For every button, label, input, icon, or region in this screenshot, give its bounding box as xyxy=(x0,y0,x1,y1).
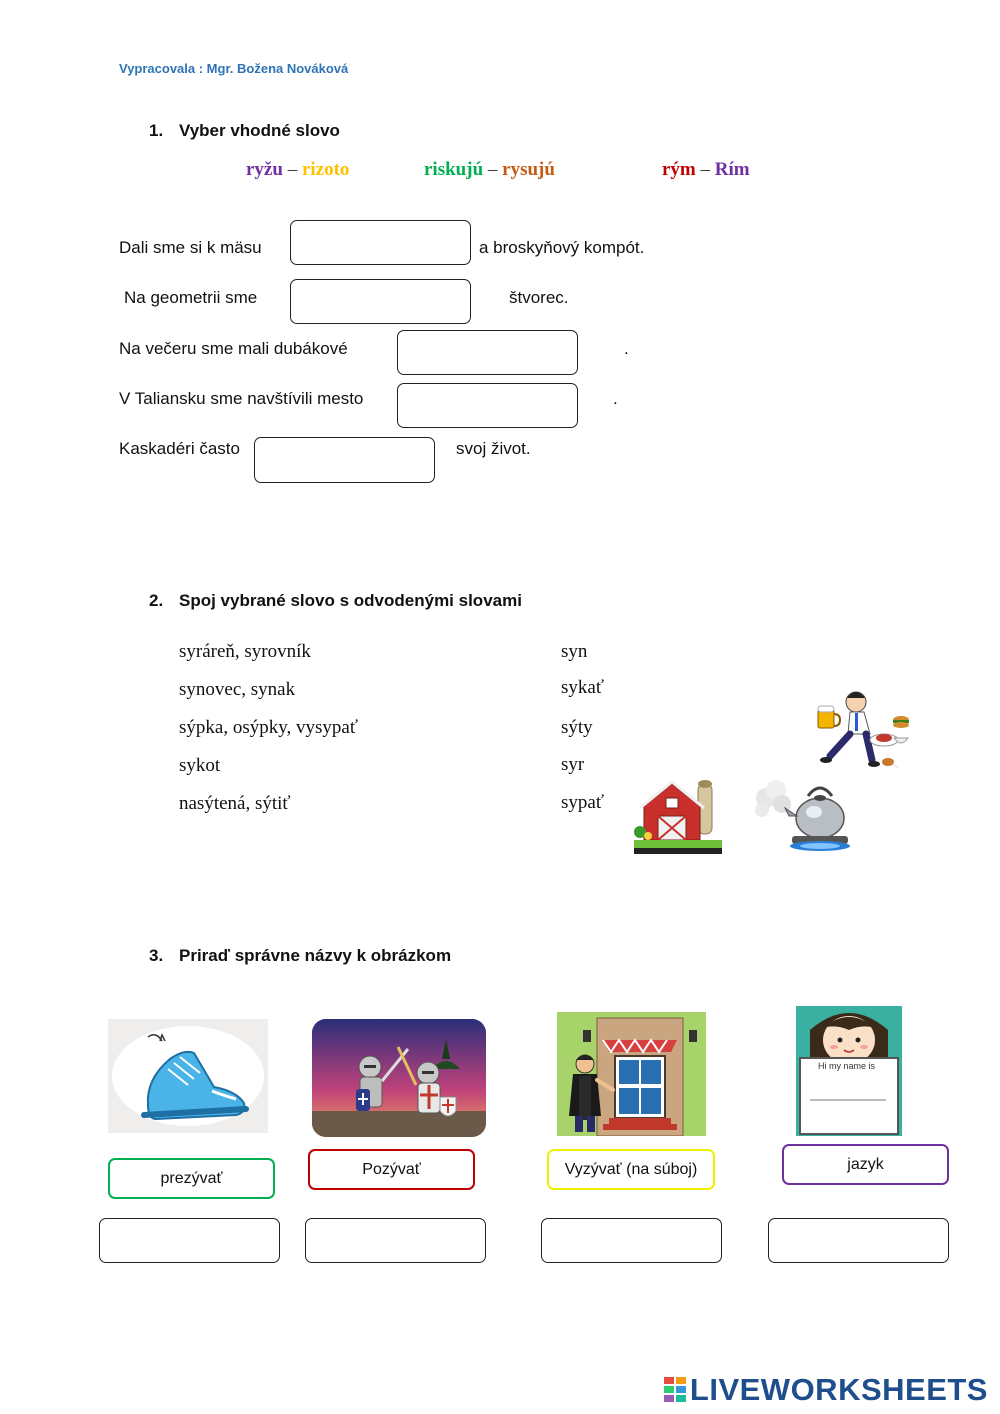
label-pozyvat[interactable]: Pozývať xyxy=(308,1149,475,1190)
kettle-illustration xyxy=(752,778,858,854)
word-choice-3: rým – Rím xyxy=(662,159,750,180)
author-line: Vypracovala : Mgr. Božena Nováková xyxy=(119,61,349,76)
sentence-4-after: . xyxy=(613,389,618,408)
word-choice-1: ryžu – rizoto xyxy=(246,159,350,180)
task1-heading xyxy=(149,121,340,141)
word-choice-2: riskujú – rysujú xyxy=(424,159,555,180)
task3-title: Priraď správne názvy k obrázkom xyxy=(179,946,452,965)
choice-1a: ryžu xyxy=(246,159,283,180)
task1-number: 1. xyxy=(149,121,164,140)
shoe-picture xyxy=(108,1019,268,1133)
picture-answer-box-1[interactable] xyxy=(99,1218,280,1263)
full-man-illustration xyxy=(806,680,916,770)
sentence-2-before: Na geometrii sme xyxy=(124,288,258,307)
picture-answer-box-2[interactable] xyxy=(305,1218,486,1263)
barn-illustration xyxy=(634,776,722,854)
picture-answer-box-4[interactable] xyxy=(768,1218,949,1263)
name-tag-picture xyxy=(796,1006,902,1136)
left-word-3[interactable]: sýpka, osýpky, vysypať xyxy=(179,717,358,738)
label-prezyvat[interactable]: prezývať xyxy=(108,1158,275,1199)
choice-2b: rysujú xyxy=(502,159,555,180)
right-word-3[interactable]: sýty xyxy=(561,717,593,738)
task1-title: Vyber vhodné slovo xyxy=(179,121,340,140)
choice-2a: riskujú xyxy=(424,159,484,180)
task3-number: 3. xyxy=(149,946,164,965)
left-word-5[interactable]: nasýtená, sýtiť xyxy=(179,793,291,814)
label-vyzyvat[interactable]: Vyzývať (na súboj) xyxy=(547,1149,715,1190)
sentence-1-after: a broskyňový kompót. xyxy=(479,238,645,257)
task2-number: 2. xyxy=(149,591,164,610)
liveworksheets-logo-text: LIVEWORKSHEETS xyxy=(689,1372,988,1407)
sentence-2-after: štvorec. xyxy=(509,288,569,307)
sentence-3-before: Na večeru sme mali dubákové xyxy=(119,339,348,358)
right-word-4[interactable]: syr xyxy=(561,754,585,775)
choice-3a: rým xyxy=(662,159,696,180)
answer-box-3[interactable] xyxy=(397,330,578,375)
left-word-4[interactable]: sykot xyxy=(179,755,221,776)
sentence-1-before: Dali sme si k mäsu xyxy=(119,238,262,257)
answer-box-5[interactable] xyxy=(254,437,435,483)
sentence-3-after: . xyxy=(624,339,629,358)
picture-answer-box-3[interactable] xyxy=(541,1218,722,1263)
liveworksheets-logo xyxy=(664,1372,988,1408)
sentence-4-before: V Taliansku sme navštívili mesto xyxy=(119,389,364,408)
restaurant-picture xyxy=(557,1012,706,1136)
choice-3b: Rím xyxy=(714,159,750,180)
knights-picture xyxy=(312,1019,486,1137)
task2-heading xyxy=(149,591,522,611)
label-jazyk[interactable]: jazyk xyxy=(782,1144,949,1185)
right-word-2[interactable]: sykať xyxy=(561,677,604,698)
task2-title: Spoj vybrané slovo s odvodenými slovami xyxy=(179,591,522,610)
sentence-5-before: Kaskadéri často xyxy=(119,439,240,458)
name-tag-text: Hi my name is xyxy=(818,1061,876,1071)
liveworksheets-logo-icon xyxy=(664,1377,686,1403)
answer-box-2[interactable] xyxy=(290,279,471,324)
right-word-1[interactable]: syn xyxy=(561,641,588,662)
answer-box-1[interactable] xyxy=(290,220,471,265)
answer-box-4[interactable] xyxy=(397,383,578,428)
choice-1b: rizoto xyxy=(301,159,350,180)
task3-heading xyxy=(149,946,451,966)
sentence-5-after: svoj život. xyxy=(456,439,531,458)
left-word-1[interactable]: syráreň, syrovník xyxy=(179,641,311,662)
left-word-2[interactable]: synovec, synak xyxy=(179,679,296,700)
right-word-5[interactable]: sypať xyxy=(561,792,604,813)
